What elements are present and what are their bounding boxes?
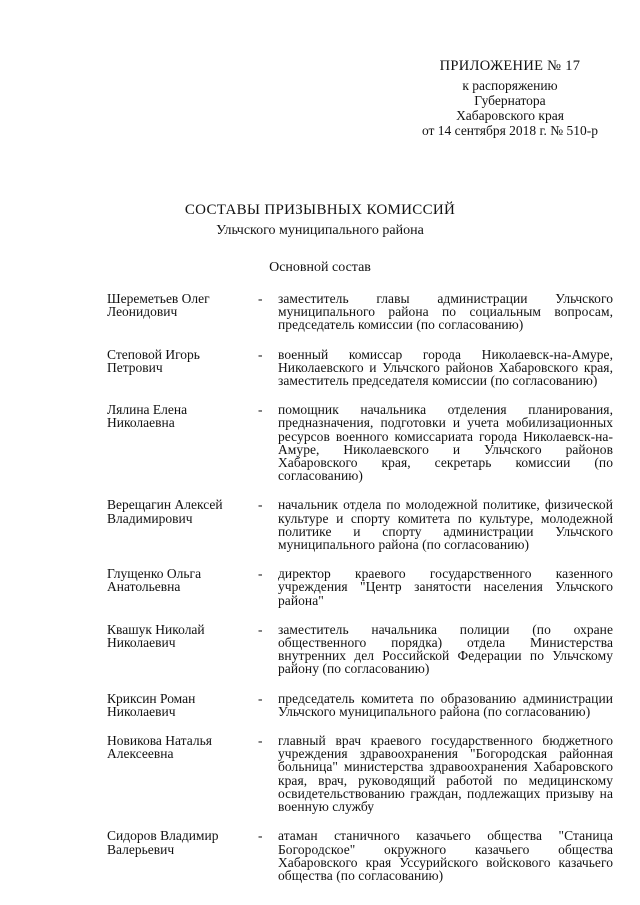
member-dash: - bbox=[258, 828, 263, 844]
member-row bbox=[107, 348, 615, 388]
header-order-line: к распоряжению bbox=[462, 78, 558, 93]
member-dash: - bbox=[258, 497, 263, 513]
appendix-number: ПРИЛОЖЕНИЕ № 17 bbox=[439, 58, 581, 74]
member-row bbox=[107, 692, 615, 718]
member-dash: - bbox=[258, 346, 263, 362]
member-role: заместитель главы администрации Ульчского муниципального района по социальным вопросам, председатель комиссии (по согласованию) bbox=[278, 291, 613, 333]
member-row bbox=[107, 623, 615, 676]
member-name: Новикова Наталья Алексеевна bbox=[107, 733, 212, 762]
member-name: Криксин Роман Николаевич bbox=[107, 690, 196, 719]
header-governor-line: Губернатора bbox=[474, 93, 546, 108]
member-dash: - bbox=[258, 291, 263, 306]
member-row bbox=[107, 498, 615, 551]
member-role: помощник начальника отделения планирования, предназначения, подготовки и учета мобилизационных ресурсов военного комиссариата города Николаевск-на-Амуре, Николаевского и Ульчского районов Хабаровского края, секретарь комиссии (по согласованию) bbox=[278, 402, 613, 484]
member-role: заместитель начальника полиции (по охране общественного порядка) отдела Министерства внутренних дел Российской Федерации по Ульчскому району (по согласованию) bbox=[278, 621, 613, 677]
member-role: главный врач краевого государственного бюджетного учреждения здравоохранения "Богородская районная больница" министерства здравоохранения Хабаровского края, врач, руководящий работой по медицинскому освидетельствованию граждан, подлежащих призыву на военную службу bbox=[278, 733, 613, 815]
member-role: начальник отдела по молодежной политике, физической культуре и спорту комитета по культуре, молодежной политике и спорту администрации Ульчского муниципального района (по согласованию) bbox=[278, 497, 613, 553]
members-list bbox=[107, 292, 615, 898]
member-role: председатель комитета по образованию администрации Ульчского муниципального района (по согласованию) bbox=[278, 690, 613, 719]
member-dash: - bbox=[258, 690, 263, 706]
document-header bbox=[395, 59, 625, 138]
document-title: СОСТАВЫ ПРИЗЫВНЫХ КОМИССИЙ bbox=[184, 202, 456, 218]
member-row bbox=[107, 403, 615, 482]
member-row bbox=[107, 567, 615, 607]
member-name: Шереметьев Олег Леонидович bbox=[107, 291, 210, 320]
member-name: Квашук Николай Николаевич bbox=[107, 621, 205, 651]
member-dash: - bbox=[258, 566, 263, 582]
member-row bbox=[107, 829, 615, 882]
document-subtitle: Ульчского муниципального района bbox=[216, 223, 424, 238]
member-name: Сидоров Владимир Валерьевич bbox=[107, 828, 219, 857]
member-row bbox=[107, 292, 615, 332]
member-role: директор краевого государственного казенного учреждения "Центр занятости населения Ульчского района" bbox=[278, 566, 613, 608]
member-dash: - bbox=[258, 621, 263, 637]
member-dash: - bbox=[258, 402, 263, 418]
member-name: Верещагин Алексей Владимирович bbox=[107, 497, 223, 526]
header-date-line: от 14 сентября 2018 г. № 510-р bbox=[421, 123, 599, 138]
member-role: военный комиссар города Николаевск-на-Амуре, Николаевского и Ульчского районов Хабаровского края, заместитель председателя комиссии (по согласованию) bbox=[278, 346, 613, 389]
section-title: Основной состав bbox=[269, 260, 371, 275]
document-titles bbox=[0, 201, 640, 276]
header-region-line: Хабаровского края bbox=[456, 108, 564, 123]
member-name: Лялина Елена Николаевна bbox=[107, 402, 188, 431]
member-row bbox=[107, 734, 615, 813]
member-dash: - bbox=[258, 733, 263, 749]
member-role: атаман станичного казачьего общества "Станица Богородское" окружного казачьего общества Хабаровского края Уссурийского войскового казачьего общества (по согласованию) bbox=[278, 828, 613, 883]
member-name: Степовой Игорь Петрович bbox=[107, 346, 200, 375]
member-name: Глущенко Ольга Анатольевна bbox=[107, 566, 202, 595]
